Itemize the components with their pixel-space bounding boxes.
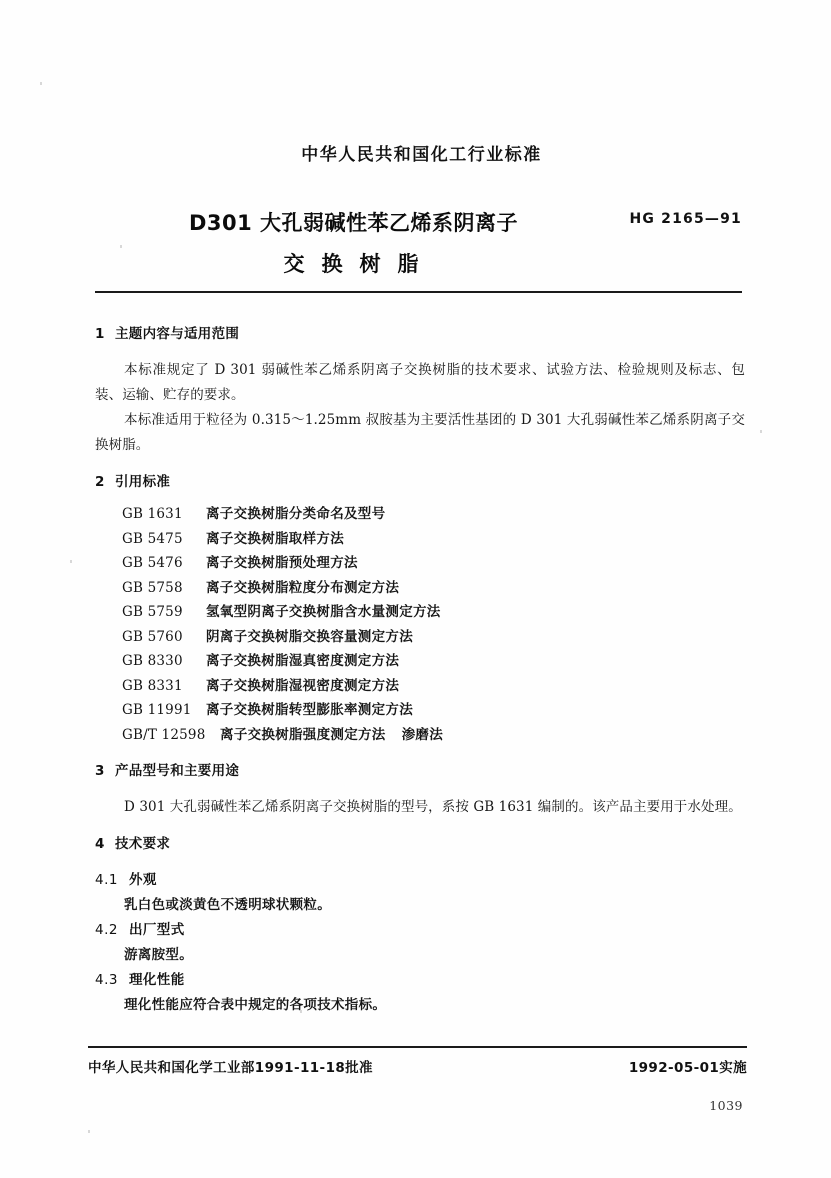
referenced-standard-code: GB/T 12598 — [122, 726, 206, 743]
referenced-standard-item — [122, 502, 745, 527]
section-heading-3 — [95, 759, 745, 779]
referenced-standard-item — [122, 576, 745, 601]
subclause-heading — [95, 918, 745, 943]
referenced-standard-item — [122, 527, 745, 552]
title-block — [95, 207, 742, 278]
section-number-1: 1 — [95, 326, 105, 342]
referenced-standard-title: 离子交换树脂粒度分布测定方法 — [206, 579, 400, 596]
scan-speck — [40, 82, 42, 85]
referenced-standard-title: 离子交换树脂取样方法 — [206, 530, 344, 547]
subclause-title: 外观 — [129, 872, 157, 888]
header-divider — [95, 291, 742, 293]
section-heading-2 — [95, 470, 745, 490]
referenced-standards-list — [95, 502, 745, 747]
document-title-line-1: D301 大孔弱碱性苯乙烯系阴离子 — [188, 211, 519, 235]
section-3-paragraph-1: D 301 大孔弱碱性苯乙烯系阴离子交换树脂的型号，系按 GB 1631 编制的。该产品主要用于水处理。 — [124, 799, 742, 815]
footer-divider — [88, 1046, 747, 1048]
referenced-standard-title: 离子交换树脂湿真密度测定方法 — [206, 653, 400, 669]
referenced-standard-code: GB 5759 — [122, 604, 183, 620]
section-title-2: 引用标准 — [115, 474, 171, 490]
subclause-heading — [95, 968, 745, 993]
document-header — [95, 140, 742, 278]
section-1-paragraph-2: 本标准适用于粒径为 0.315～1.25mm 叔胺基为主要活性基团的 D 301 大孔弱碱性苯乙烯系阴离子交换树脂。 — [95, 412, 745, 453]
referenced-standard-title: 氢氧型阴离子交换树脂含水量测定方法 — [206, 604, 441, 620]
referenced-standard-item — [122, 723, 745, 748]
referenced-standard-code: GB 1631 — [122, 506, 183, 522]
referenced-standard-code: GB 8330 — [122, 653, 183, 669]
scan-speck — [70, 560, 72, 563]
section-title-1: 主题内容与适用范围 — [115, 326, 240, 342]
implementation-date: 1992-05-01实施 — [628, 1060, 747, 1076]
referenced-standard-item — [122, 551, 745, 576]
referenced-standard-code: GB 5476 — [122, 555, 183, 571]
subclause-body: 游离胺型。 — [124, 947, 193, 963]
document-title-line-2: 交换树脂 — [283, 252, 436, 276]
referenced-standard-item — [122, 600, 745, 625]
scan-speck — [88, 1130, 90, 1133]
section-number-3: 3 — [95, 763, 105, 779]
section-number-4: 4 — [95, 836, 105, 852]
referenced-standard-code: GB 5758 — [122, 579, 183, 596]
referenced-standard-code: GB 5760 — [122, 628, 183, 645]
referenced-standard-title: 离子交换树脂湿视密度测定方法 — [206, 677, 400, 694]
section-title-3: 产品型号和主要用途 — [115, 763, 240, 779]
referenced-standard-method: 渗磨法 — [401, 726, 444, 743]
referenced-standard-item — [122, 625, 745, 650]
standard-category: 中华人民共和国化工行业标准 — [301, 145, 542, 165]
subclause-number: 4.3 — [95, 972, 118, 988]
approval-statement: 中华人民共和国化学工业部1991-11-18批准 — [88, 1060, 373, 1076]
referenced-standard-code: GB 8331 — [122, 677, 183, 694]
section-1-paragraph-1: 本标准规定了 D 301 弱碱性苯乙烯系阴离子交换树脂的技术要求、试验方法、检验规则及标志、包装、运输、贮存的要求。 — [95, 362, 745, 403]
referenced-standard-code: GB 5475 — [122, 530, 183, 547]
subclause-title: 出厂型式 — [129, 922, 185, 938]
section-number-2: 2 — [95, 474, 105, 490]
referenced-standard-title: 离子交换树脂分类命名及型号 — [206, 506, 386, 522]
section-heading-4 — [95, 832, 745, 852]
referenced-standard-title: 离子交换树脂预处理方法 — [206, 555, 358, 571]
standard-number: HG 2165—91 — [629, 211, 742, 227]
subclause-number: 4.2 — [95, 922, 118, 938]
section-title-4: 技术要求 — [115, 836, 171, 852]
subclause-body: 理化性能应符合表中规定的各项技术指标。 — [124, 997, 387, 1013]
referenced-standard-item — [122, 649, 745, 674]
document-footer — [88, 1056, 747, 1076]
page-number: 1039 — [709, 1098, 743, 1113]
subclause-title: 理化性能 — [129, 972, 185, 988]
referenced-standard-item — [122, 698, 745, 723]
scan-speck — [760, 430, 762, 433]
referenced-standard-title: 阴离子交换树脂交换容量测定方法 — [206, 628, 413, 645]
subclause-list — [95, 868, 745, 1018]
referenced-standard-title: 离子交换树脂转型膨胀率测定方法 — [206, 702, 413, 718]
subclause-body: 乳白色或淡黄色不透明球状颗粒。 — [124, 897, 331, 913]
referenced-standard-title: 离子交换树脂强度测定方法 — [220, 726, 386, 743]
referenced-standard-code: GB 11991 — [122, 702, 192, 718]
section-heading-1 — [95, 322, 745, 342]
document-body — [95, 322, 745, 1018]
referenced-standard-item — [122, 674, 745, 699]
subclause-number: 4.1 — [95, 872, 118, 888]
subclause-heading — [95, 868, 745, 893]
